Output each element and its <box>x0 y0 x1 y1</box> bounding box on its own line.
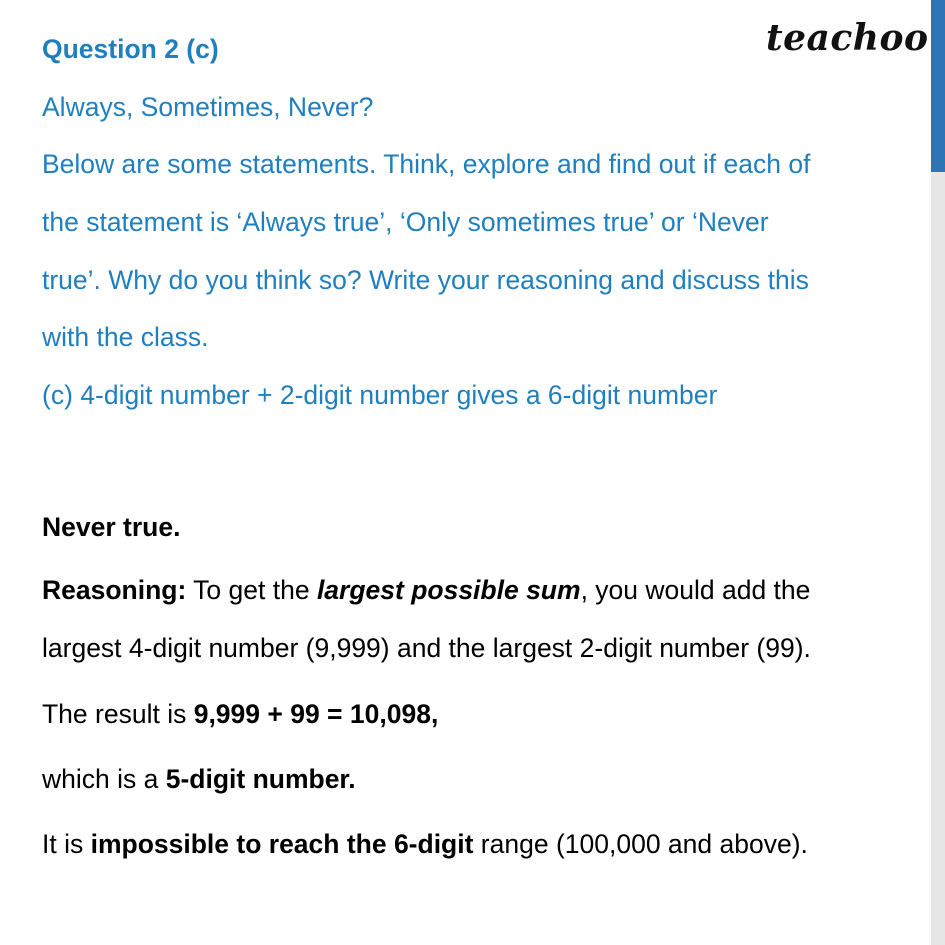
reasoning-line-2: largest 4-digit number (9,999) and the largest 2-digit number (99). <box>42 633 811 663</box>
answer-verdict: Never true. <box>42 512 181 542</box>
question-title: Question 2 (c) <box>42 34 219 64</box>
impossible-prefix: It is <box>42 829 91 859</box>
teachoo-logo: teachoo <box>766 17 929 59</box>
question-line-2: Below are some statements. Think, explore and find out if each of <box>42 149 811 179</box>
which-value: 5-digit number. <box>165 764 356 794</box>
reasoning-text-1: To get the <box>186 575 317 605</box>
question-line-5: with the class. <box>42 322 209 352</box>
reasoning-line-1 <box>42 573 810 607</box>
scrollbar-thumb[interactable] <box>931 0 945 172</box>
result-prefix: The result is <box>42 699 194 729</box>
impossible-suffix: range (100,000 and above). <box>473 829 808 859</box>
impossible-line <box>42 827 808 861</box>
question-line-1: Always, Sometimes, Never? <box>42 92 374 122</box>
question-line-4: true’. Why do you think so? Write your reasoning and discuss this <box>42 265 809 295</box>
result-line <box>42 697 438 731</box>
which-line <box>42 762 356 796</box>
reasoning-text-2: , you would add the <box>580 575 811 605</box>
impossible-value: impossible to reach the 6-digit <box>90 829 474 859</box>
which-prefix: which is a <box>42 764 166 794</box>
question-line-6: (c) 4-digit number + 2-digit number gives a 6-digit number <box>42 380 718 410</box>
scrollbar-track[interactable] <box>931 0 945 945</box>
question-line-3: the statement is ‘Always true’, ‘Only sometimes true’ or ‘Never <box>42 207 769 237</box>
result-value: 9,999 + 99 = 10,098, <box>193 699 439 729</box>
reasoning-label: Reasoning: <box>42 575 187 605</box>
reasoning-emphasis: largest possible sum <box>316 575 581 605</box>
